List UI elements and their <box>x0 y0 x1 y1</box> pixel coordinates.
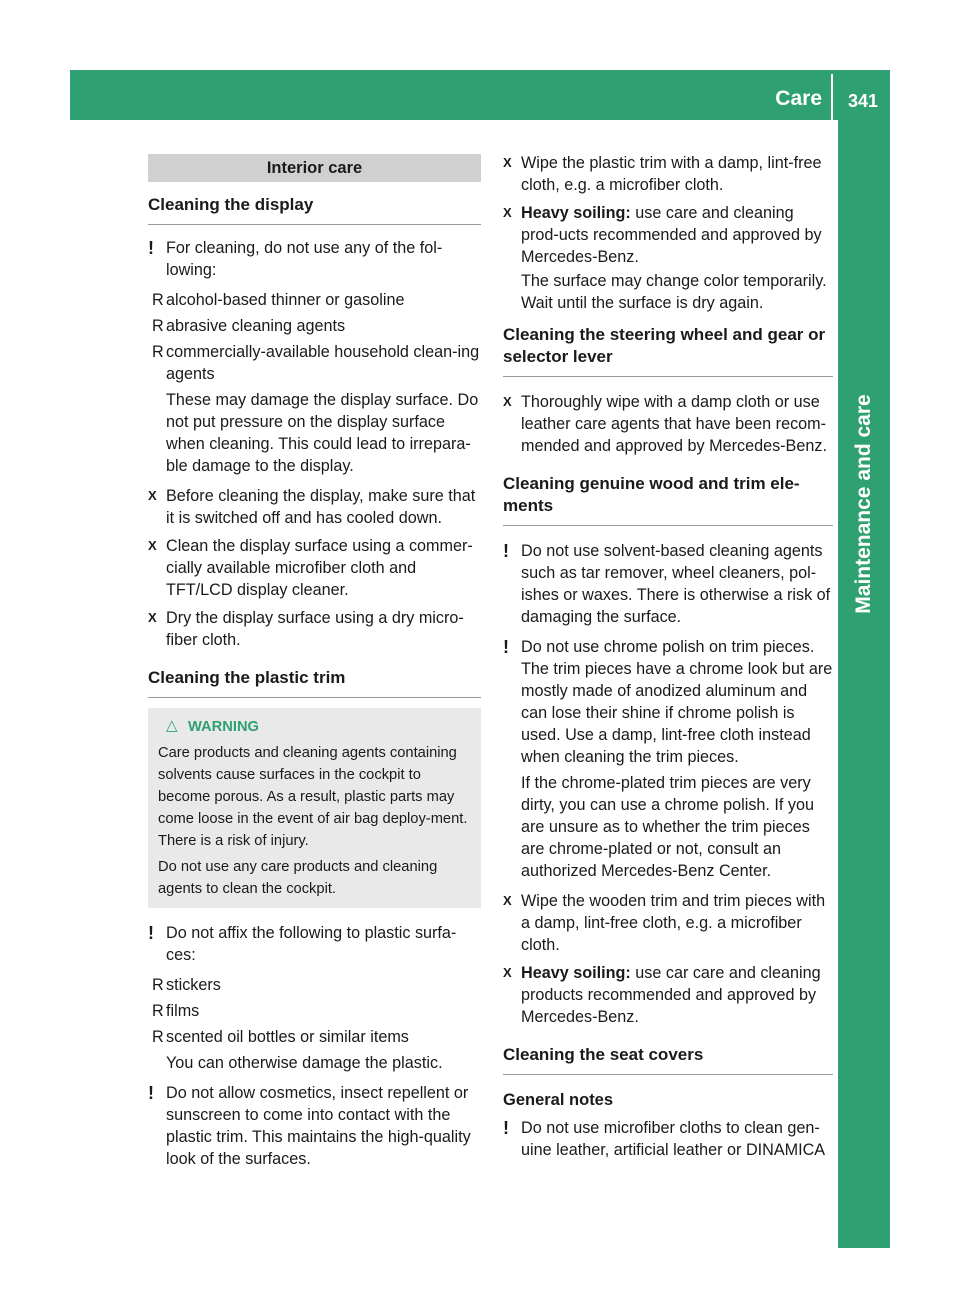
note-plastic: ! Do not affix the following to plastic surfa-ces: <box>148 923 457 964</box>
heading-cleaning-wood: Cleaning genuine wood and trim ele-ments <box>503 473 833 526</box>
step: X Thoroughly wipe with a damp cloth or use leather care agents that have been recom-mended and approved by Mercedes-Benz. <box>503 393 827 455</box>
bullet-icon: R <box>152 1002 164 1020</box>
list-item: R alcohol-based thinner or gasoline <box>152 291 405 309</box>
step-arrow-icon: X <box>148 610 157 625</box>
caution-icon: ! <box>148 923 154 943</box>
section-title: Interior care <box>148 154 481 182</box>
heavy-soiling-label: Heavy soiling: <box>521 964 631 982</box>
step-arrow-icon: X <box>503 394 512 409</box>
bullet-icon: R <box>152 343 164 361</box>
warning-box <box>148 708 481 908</box>
caution-icon: ! <box>503 1118 509 1138</box>
note-plastic-cosmetics: ! Do not allow cosmetics, insect repellent or sunscreen to come into contact with the plastic trim. This maintains the high-quality look of the surfaces. <box>148 1083 471 1168</box>
bullet-icon: R <box>152 976 164 994</box>
step-arrow-icon: X <box>503 155 512 170</box>
bullet-icon: R <box>152 317 164 335</box>
left-column <box>148 154 481 1178</box>
note-wood: ! Do not use solvent-based cleaning agents such as tar remover, wheel cleaners, pol-ishes or waxes. There is otherwise a risk of damaging the surface. <box>503 541 831 626</box>
warning-triangle-icon: △ <box>166 717 178 734</box>
step: X Before cleaning the display, make sure that it is switched off and has cooled down. <box>148 487 476 527</box>
step: X Wipe the plastic trim with a damp, lint-free cloth, e.g. a microfiber cloth. <box>503 154 822 194</box>
warning-text: Do not use any care products and cleaning agents to clean the cockpit. <box>158 859 438 897</box>
right-column <box>503 152 833 1169</box>
note-seat: ! Do not use microfiber cloths to clean gen-uine leather, artificial leather or DINAMICA <box>503 1118 826 1159</box>
note-tail: These may damage the display surface. Do not put pressure on the display surface when cleaning. This could lead to irrepara-ble damage to the display. <box>166 391 479 475</box>
list-item: R commercially-available household clean-ing agents <box>152 343 480 383</box>
step-arrow-icon: X <box>148 538 157 553</box>
list-item: R stickers <box>152 976 221 994</box>
note-tail: You can otherwise damage the plastic. <box>166 1054 443 1072</box>
heading-cleaning-seat: Cleaning the seat covers <box>503 1044 833 1075</box>
step-arrow-icon: X <box>503 893 512 908</box>
chapter-title: Care <box>775 87 822 110</box>
note-chrome: ! Do not use chrome polish on trim pieces. The trim pieces have a chrome look but are mostly made of anodized aluminum and can lose their shine if chrome polish is used. Use a damp, lint-free cloth instead when cleaning the trim pieces. <box>503 637 833 766</box>
warning-title: △ WARNING <box>166 717 259 735</box>
heavy-soiling-label: Heavy soiling: <box>521 204 631 222</box>
step-extra: The surface may change color temporarily. Wait until the surface is dry again. <box>521 272 827 312</box>
side-tab-label: Maintenance and care <box>852 394 875 614</box>
header-divider <box>831 74 833 120</box>
heading-cleaning-steering: Cleaning the steering wheel and gear or selector lever <box>503 324 833 377</box>
note-tail: If the chrome-plated trim pieces are very dirty, you can use a chrome polish. If you are unsure as to whether the trim pieces are chrome-plated or not, consult an authorized Mercedes-Benz Center. <box>521 774 815 880</box>
caution-icon: ! <box>148 1083 154 1103</box>
step: X Wipe the wooden trim and trim pieces with a damp, lint-free cloth, e.g. a microfiber cloth. <box>503 892 826 954</box>
step: X Heavy soiling: use care and cleaning prod-ucts recommended and approved by Mercedes-Benz. <box>503 204 822 266</box>
step-arrow-icon: X <box>503 965 512 980</box>
note-text: For cleaning, do not use any of the fol-lowing: <box>166 239 443 279</box>
step: X Heavy soiling: use car care and cleaning products recommended and approved by Mercedes-Benz. <box>503 964 821 1026</box>
list-item: R abrasive cleaning agents <box>152 317 346 335</box>
caution-icon: ! <box>503 541 509 561</box>
list-item: R scented oil bottles or similar items <box>152 1028 409 1046</box>
heading-cleaning-display: Cleaning the display <box>148 194 481 225</box>
step-arrow-icon: X <box>503 205 512 220</box>
subheading-general-notes: General notes <box>503 1091 614 1109</box>
step: X Dry the display surface using a dry micro-fiber cloth. <box>148 609 464 649</box>
step: X Clean the display surface using a commer-cially available microfiber cloth and TFT/LCD display cleaner. <box>148 537 473 599</box>
side-tab <box>838 120 890 1248</box>
bullet-icon: R <box>152 1028 164 1046</box>
caution-icon: ! <box>148 238 154 258</box>
warning-text: Care products and cleaning agents containing solvents cause surfaces in the cockpit to become porous. As a result, plastic parts may come loose in the event of air bag deploy-ment. There is a risk of injury. <box>158 745 468 849</box>
bullet-icon: R <box>152 291 164 309</box>
caution-icon: ! <box>503 637 509 657</box>
note-display <box>148 237 481 281</box>
page-number: 341 <box>847 91 879 111</box>
step-arrow-icon: X <box>148 488 157 503</box>
list-item: R films <box>152 1002 200 1020</box>
heading-cleaning-plastic: Cleaning the plastic trim <box>148 667 481 698</box>
